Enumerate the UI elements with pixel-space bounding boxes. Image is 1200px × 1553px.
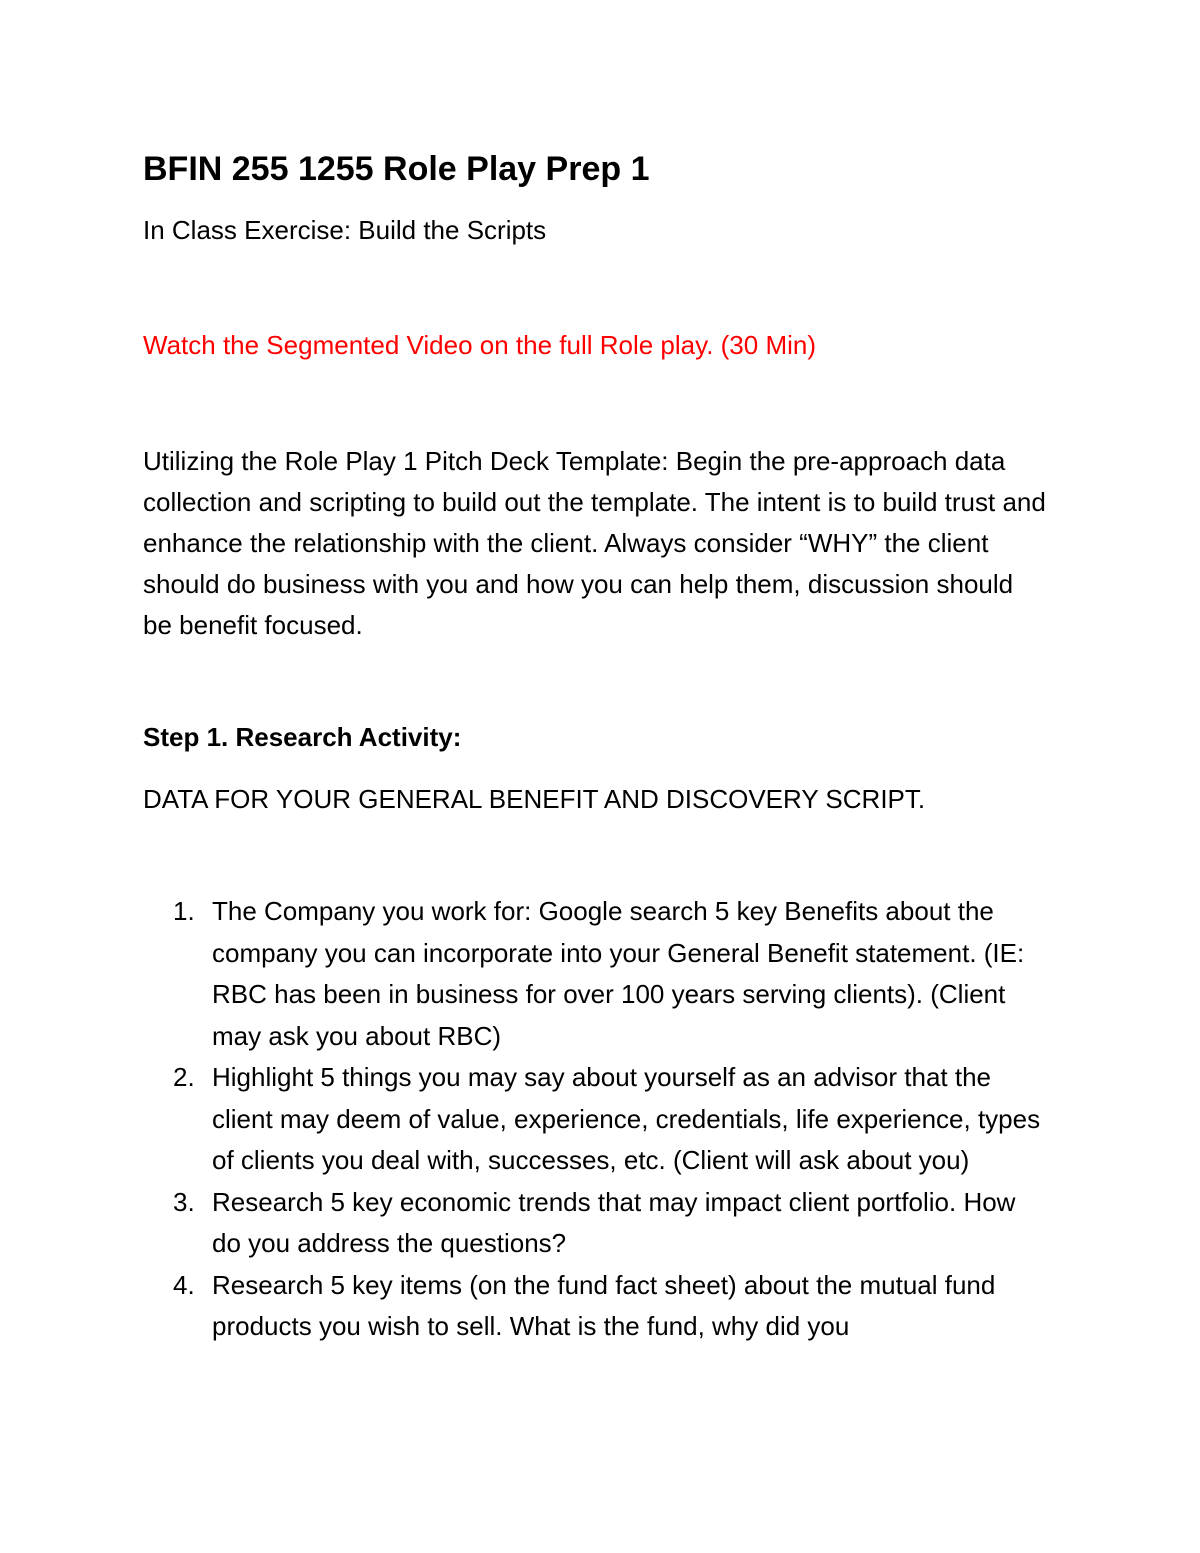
list-item-text: Research 5 key items (on the fund fact sheet) about the mutual fund products you wish to sell. What is the fund, why did you: [212, 1269, 996, 1341]
list-item-text: Highlight 5 things you may say about yourself as an advisor that the client may deem of value, experience, credentials, life experience, types of clients you deal with, successes, etc. (Client will ask about you): [212, 1062, 1041, 1175]
list-item-number: 1.: [173, 896, 195, 926]
list-item-number: 2.: [173, 1062, 195, 1092]
list-item-number: 4.: [173, 1269, 195, 1300]
list-item: [143, 891, 1043, 1057]
list-item-text: The Company you work for: Google search 5 key Benefits about the company you can incorporate into your General Benefit statement. (IE: RBC has been in business for over 100 years serving clients). (Client may ask you about RBC): [212, 896, 1025, 1051]
page-subtitle: In Class Exercise: Build the Scripts: [143, 215, 547, 245]
list-item: [143, 1182, 1043, 1265]
list-item: [143, 1057, 1043, 1182]
list-item: [143, 1265, 1043, 1348]
step-subheading: DATA FOR YOUR GENERAL BENEFIT AND DISCOVERY SCRIPT.: [143, 784, 926, 814]
intro-paragraph: Utilizing the Role Play 1 Pitch Deck Template: Begin the pre-approach data collection and scripting to build out the template. The intent is to build trust and enhance the relationship with the client. Always consider “WHY” the client should do business with you and how you can help them, discussion should be benefit focused.: [143, 446, 1046, 640]
step-heading: Step 1. Research Activity:: [143, 722, 462, 752]
list-item-text: Research 5 key economic trends that may impact client portfolio. How do you address the questions?: [212, 1186, 1016, 1258]
list-item-number: 3.: [173, 1186, 195, 1217]
video-notice: Watch the Segmented Video on the full Role play. (30 Min): [143, 330, 817, 360]
research-list: [143, 891, 1043, 1348]
page-title: BFIN 255 1255 Role Play Prep 1: [143, 150, 650, 188]
